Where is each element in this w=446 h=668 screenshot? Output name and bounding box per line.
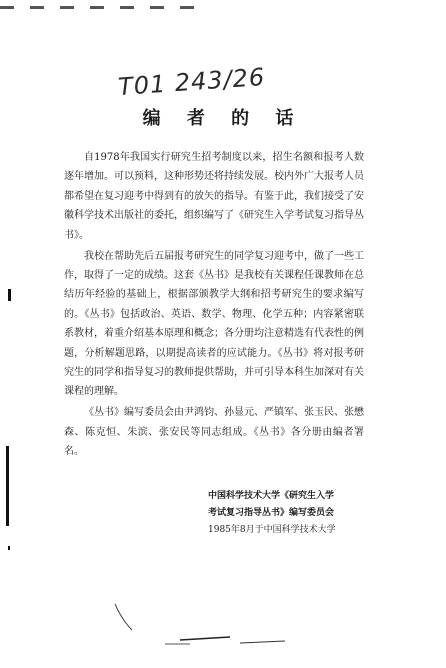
preface-body xyxy=(64,148,364,463)
handwritten-catalog-number: T01 243/26 xyxy=(117,62,267,102)
signature-line: 中国科学技术大学《研究生入学 xyxy=(208,491,335,501)
signature-line: 考试复习指导丛书》编写委员会 xyxy=(208,508,335,518)
paragraph: 自1978年我国实行研究生招考制度以来，招生名额和报考人数逐年增加。可以预料，这种形势还将持续发展。校内外广大报考人员都希望在复习迎考中得到有的放矢的指导。有鉴于此，我们接受了安徽科学技术出版社的委托，组织编写了《研究生入学考试复习指导丛书》。 xyxy=(64,152,364,241)
page-title: 编 者 的 话 xyxy=(142,108,304,129)
paragraph: 我校在帮助先后五届报考研究生的同学复习迎考中，做了一些工作，取得了一定的成绩。这套《丛书》是我校有关课程任课教师在总结历年经验的基础上，根据部颁教学大纲和招考研究生的要求编写的。《丛书》包括政治、英语、数学、物理、化学五种；内容紧密联系教材，着重介绍基本原理和概念；各分册均注意精选有代表性的例题，分析解题思路，以期提高读者的应试能力。《丛书》将对报考研究生的同学和指导复习的教师提供帮助，并可引导本科生加深对有关课程的理解。 xyxy=(64,250,364,398)
scan-scratch-marks xyxy=(110,600,340,650)
scan-binding-mark xyxy=(6,446,9,526)
top-dash-marks xyxy=(0,6,200,9)
scan-mark xyxy=(8,289,11,301)
paragraph: 《丛书》编写委员会由尹鸿钧、孙显元、严镇军、张玉民、张懋森、陈克恒、朱滨、张安民等同志组成。《丛书》各分册由编者署名。 xyxy=(64,407,364,458)
signature-block xyxy=(208,488,408,539)
signature-date: 1985年8月于中国科学技术大学 xyxy=(208,525,336,535)
scan-mark xyxy=(8,546,10,550)
